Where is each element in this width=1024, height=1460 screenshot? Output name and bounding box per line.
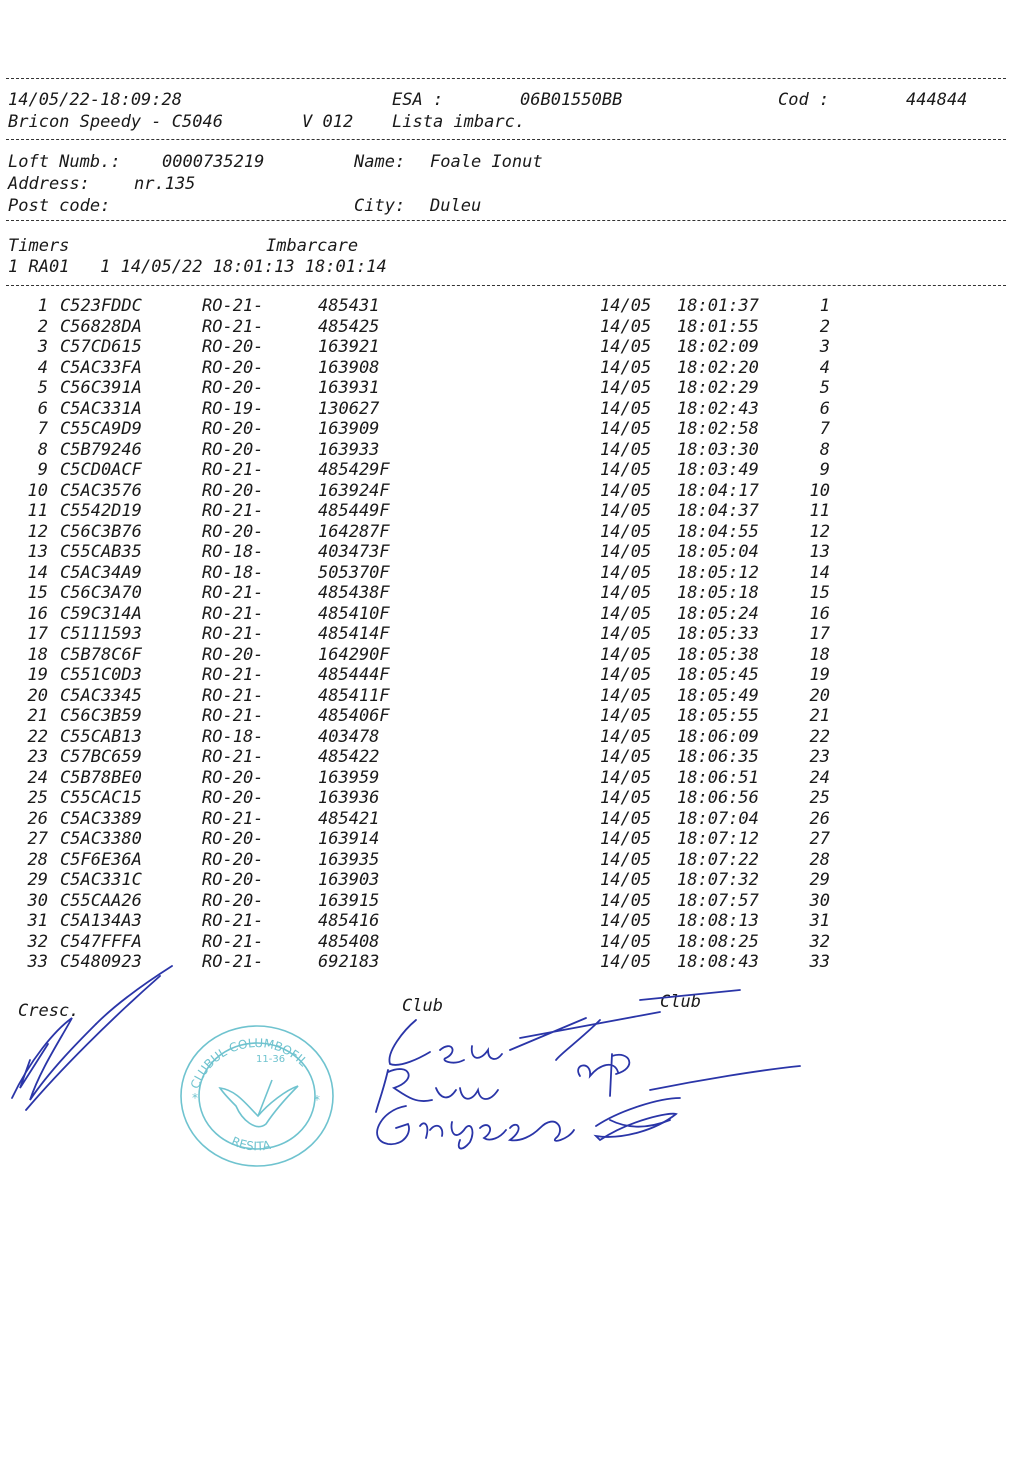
position: 23 [809, 747, 830, 767]
ring-number: 130627 [318, 398, 380, 419]
row-index: 26 [27, 808, 48, 829]
ring-code: C547FFFA [60, 931, 142, 952]
ring-prefix: RO-21- [202, 603, 264, 624]
table-row [0, 727, 1024, 748]
ring-code: C5480923 [60, 952, 142, 972]
ring-prefix: RO-20- [202, 419, 264, 439]
device-name: Bricon Speedy - C5046 [8, 112, 223, 132]
address-label: Address: [8, 174, 90, 194]
row-index: 30 [27, 890, 48, 911]
position: 19 [809, 665, 830, 685]
position: 22 [809, 726, 830, 747]
table-row [0, 399, 1024, 420]
ring-number: 164287F [318, 521, 390, 542]
ring-code: C5AC33FA [60, 357, 142, 378]
arrival-time: 18:05:04 [677, 542, 759, 562]
row-index: 2 [37, 316, 48, 337]
table-row [0, 440, 1024, 461]
arrival-time: 18:01:37 [677, 296, 759, 316]
row-index: 6 [37, 398, 48, 419]
position: 7 [819, 419, 830, 439]
arrival-time: 18:05:18 [677, 583, 759, 603]
position: 5 [819, 378, 830, 398]
position: 1 [819, 296, 830, 316]
table-row [0, 337, 1024, 358]
row-index: 8 [37, 439, 48, 460]
ring-code: C5B79246 [60, 439, 142, 460]
ring-prefix: RO-21- [202, 706, 264, 726]
arrival-time: 18:08:43 [677, 952, 759, 972]
ring-code: C523FDDC [60, 296, 142, 316]
ring-prefix: RO-18- [202, 726, 264, 747]
arrival-time: 18:08:25 [677, 931, 759, 952]
arrival-time: 18:05:12 [677, 562, 759, 583]
ring-code: C5AC3389 [60, 808, 142, 829]
position: 29 [809, 870, 830, 890]
ring-number: 485429F [318, 460, 390, 480]
table-row [0, 501, 1024, 522]
arrival-date: 14/05 [600, 316, 652, 337]
row-index: 25 [27, 788, 48, 808]
ring-code: C5111593 [60, 624, 142, 644]
ring-prefix: RO-21- [202, 583, 264, 603]
address-value: nr.135 [134, 174, 196, 194]
row-index: 32 [27, 931, 48, 952]
arrival-date: 14/05 [600, 460, 652, 480]
ring-prefix: RO-20- [202, 849, 264, 870]
ring-code: C57CD615 [60, 337, 142, 357]
row-index: 27 [27, 829, 48, 849]
ring-number: 485422 [318, 747, 380, 767]
timers-label: Timers [8, 236, 70, 256]
arrival-date: 14/05 [600, 870, 652, 890]
arrival-date: 14/05 [600, 419, 652, 439]
arrival-time: 18:06:35 [677, 747, 759, 767]
row-index: 12 [27, 521, 48, 542]
header-datetime: 14/05/22-18:09:28 [8, 90, 182, 110]
table-row [0, 460, 1024, 481]
arrival-date: 14/05 [600, 952, 652, 972]
arrival-date: 14/05 [600, 931, 652, 952]
ring-prefix: RO-21- [202, 685, 264, 706]
row-index: 22 [27, 726, 48, 747]
club-stamp [176, 1020, 338, 1170]
ring-number: 485411F [318, 685, 390, 706]
arrival-time: 18:07:22 [677, 849, 759, 870]
arrival-time: 18:04:37 [677, 501, 759, 521]
arrival-date: 14/05 [600, 829, 652, 849]
ring-code: C56828DA [60, 316, 142, 337]
ring-code: C5AC3345 [60, 685, 142, 706]
position: 26 [809, 808, 830, 829]
arrival-date: 14/05 [600, 685, 652, 706]
arrival-time: 18:02:58 [677, 419, 759, 439]
position: 14 [809, 562, 830, 583]
table-row [0, 870, 1024, 891]
ring-code: C59C314A [60, 603, 142, 624]
ring-number: 485421 [318, 808, 380, 829]
ring-number: 485449F [318, 501, 390, 521]
arrival-date: 14/05 [600, 562, 652, 583]
ring-number: 163909 [318, 419, 380, 439]
position: 18 [809, 644, 830, 665]
ring-number: 485406F [318, 706, 390, 726]
svg-text:RESITA: RESITA [229, 1134, 272, 1154]
arrival-date: 14/05 [600, 296, 652, 316]
row-index: 9 [37, 460, 48, 480]
arrival-time: 18:03:30 [677, 439, 759, 460]
ring-prefix: RO-21- [202, 316, 264, 337]
table-row [0, 542, 1024, 563]
ring-prefix: RO-21- [202, 624, 264, 644]
name-label: Name: [354, 152, 406, 172]
arrival-date: 14/05 [600, 726, 652, 747]
ring-prefix: RO-21- [202, 501, 264, 521]
ring-code: C56C3B76 [60, 521, 142, 542]
position: 32 [809, 931, 830, 952]
table-row [0, 911, 1024, 932]
arrival-date: 14/05 [600, 398, 652, 419]
arrival-time: 18:08:13 [677, 911, 759, 931]
ring-number: 485416 [318, 911, 380, 931]
position: 10 [809, 480, 830, 501]
table-row [0, 850, 1024, 871]
row-index: 17 [27, 624, 48, 644]
arrival-date: 14/05 [600, 521, 652, 542]
row-index: 10 [27, 480, 48, 501]
position: 6 [819, 398, 830, 419]
position: 27 [809, 829, 830, 849]
arrival-date: 14/05 [600, 624, 652, 644]
arrival-date: 14/05 [600, 788, 652, 808]
table-row [0, 624, 1024, 645]
ring-prefix: RO-21- [202, 665, 264, 685]
ring-code: C56C3B59 [60, 706, 142, 726]
ring-prefix: RO-20- [202, 357, 264, 378]
arrival-date: 14/05 [600, 501, 652, 521]
row-index: 13 [27, 542, 48, 562]
position: 2 [819, 316, 830, 337]
ring-code: C5A134A3 [60, 911, 142, 931]
arrival-date: 14/05 [600, 337, 652, 357]
ring-code: C5AC3576 [60, 480, 142, 501]
ring-prefix: RO-20- [202, 337, 264, 357]
position: 25 [809, 788, 830, 808]
arrival-time: 18:07:32 [677, 870, 759, 890]
ring-prefix: RO-20- [202, 378, 264, 398]
ring-code: C5AC331C [60, 870, 142, 890]
cod-value: 444844 [906, 90, 968, 110]
position: 11 [809, 501, 830, 521]
ring-number: 163931 [318, 378, 380, 398]
ring-number: 485425 [318, 316, 380, 337]
table-row [0, 706, 1024, 727]
svg-text:*: * [314, 1093, 320, 1107]
ring-number: 485444F [318, 665, 390, 685]
ring-prefix: RO-21- [202, 296, 264, 316]
row-index: 23 [27, 747, 48, 767]
ring-code: C5F6E36A [60, 849, 142, 870]
loft-value: 0000735219 [162, 152, 265, 172]
table-row [0, 788, 1024, 809]
ring-prefix: RO-20- [202, 890, 264, 911]
svg-text:CLUBUL COLUMBOFIL: CLUBUL COLUMBOFIL [187, 1036, 311, 1091]
ring-number: 163908 [318, 357, 380, 378]
ring-number: 163959 [318, 767, 380, 788]
table-row [0, 891, 1024, 912]
position: 33 [809, 952, 830, 972]
arrival-time: 18:05:55 [677, 706, 759, 726]
ring-number: 692183 [318, 952, 380, 972]
position: 8 [819, 439, 830, 460]
ring-number: 485410F [318, 603, 390, 624]
arrival-time: 18:02:09 [677, 337, 759, 357]
arrival-date: 14/05 [600, 603, 652, 624]
arrival-time: 18:07:04 [677, 808, 759, 829]
ring-code: C56C3A70 [60, 583, 142, 603]
ring-number: 163914 [318, 829, 380, 849]
row-index: 33 [27, 952, 48, 972]
ring-prefix: RO-18- [202, 542, 264, 562]
separator-line [6, 78, 1006, 79]
row-index: 14 [27, 562, 48, 583]
cod-label: Cod : [778, 90, 830, 110]
version: V 012 [302, 112, 354, 132]
row-index: 31 [27, 911, 48, 931]
row-index: 5 [37, 378, 48, 398]
ring-number: 403478 [318, 726, 380, 747]
ring-code: C5AC331A [60, 398, 142, 419]
ring-code: C5B78C6F [60, 644, 142, 665]
position: 30 [809, 890, 830, 911]
arrival-time: 18:05:49 [677, 685, 759, 706]
table-row [0, 522, 1024, 543]
arrival-time: 18:01:55 [677, 316, 759, 337]
row-index: 11 [27, 501, 48, 521]
arrival-time: 18:02:43 [677, 398, 759, 419]
position: 12 [809, 521, 830, 542]
arrival-time: 18:06:51 [677, 767, 759, 788]
table-row [0, 645, 1024, 666]
table-row [0, 747, 1024, 768]
ring-code: C5B78BE0 [60, 767, 142, 788]
arrival-time: 18:02:29 [677, 378, 759, 398]
ring-code: C55CAB35 [60, 542, 142, 562]
arrival-time: 18:03:49 [677, 460, 759, 480]
esa-value: 06B01550BB [520, 90, 623, 110]
row-index: 24 [27, 767, 48, 788]
ring-prefix: RO-20- [202, 767, 264, 788]
ring-prefix: RO-21- [202, 931, 264, 952]
ring-number: 163935 [318, 849, 380, 870]
arrival-date: 14/05 [600, 665, 652, 685]
ring-number: 485414F [318, 624, 390, 644]
position: 28 [809, 849, 830, 870]
ring-prefix: RO-20- [202, 480, 264, 501]
table-row [0, 419, 1024, 440]
ring-code: C5CD0ACF [60, 460, 142, 480]
ring-number: 485431 [318, 296, 380, 316]
arrival-date: 14/05 [600, 357, 652, 378]
ring-code: C56C391A [60, 378, 142, 398]
ring-prefix: RO-20- [202, 788, 264, 808]
ring-code: C5AC3380 [60, 829, 142, 849]
table-row [0, 358, 1024, 379]
ring-number: 485438F [318, 583, 390, 603]
row-index: 15 [27, 583, 48, 603]
postcode-label: Post code: [8, 196, 111, 216]
arrival-date: 14/05 [600, 911, 652, 931]
arrival-time: 18:05:45 [677, 665, 759, 685]
separator-line [6, 285, 1006, 286]
table-row [0, 481, 1024, 502]
arrival-time: 18:04:55 [677, 521, 759, 542]
imbarcare-label: Imbarcare [266, 236, 359, 256]
ring-number: 505370F [318, 562, 390, 583]
arrival-time: 18:05:24 [677, 603, 759, 624]
ring-prefix: RO-21- [202, 911, 264, 931]
position: 9 [819, 460, 830, 480]
position: 13 [809, 542, 830, 562]
ring-number: 403473F [318, 542, 390, 562]
arrival-date: 14/05 [600, 706, 652, 726]
table-row [0, 583, 1024, 604]
ring-number: 163915 [318, 890, 380, 911]
cresc-label: Cresc. [18, 1001, 80, 1021]
row-index: 4 [37, 357, 48, 378]
ring-number: 163903 [318, 870, 380, 890]
timer-line: 1 RA01 1 14/05/22 18:01:13 18:01:14 [8, 257, 387, 277]
arrival-date: 14/05 [600, 767, 652, 788]
loft-label: Loft Numb.: [8, 152, 121, 172]
arrival-time: 18:06:09 [677, 726, 759, 747]
ring-prefix: RO-20- [202, 829, 264, 849]
table-row [0, 317, 1024, 338]
table-row [0, 296, 1024, 317]
arrival-date: 14/05 [600, 849, 652, 870]
ring-number: 485408 [318, 931, 380, 952]
arrival-date: 14/05 [600, 808, 652, 829]
ring-code: C57BC659 [60, 747, 142, 767]
arrival-time: 18:05:33 [677, 624, 759, 644]
arrival-date: 14/05 [600, 583, 652, 603]
ring-prefix: RO-21- [202, 952, 264, 972]
ring-prefix: RO-21- [202, 747, 264, 767]
arrival-date: 14/05 [600, 480, 652, 501]
arrival-date: 14/05 [600, 439, 652, 460]
row-index: 1 [37, 296, 48, 316]
position: 3 [819, 337, 830, 357]
esa-label: ESA : [392, 90, 444, 110]
row-index: 28 [27, 849, 48, 870]
position: 24 [809, 767, 830, 788]
city-value: Duleu [430, 196, 482, 216]
separator-line [6, 139, 1006, 140]
separator-line [6, 220, 1006, 221]
arrival-time: 18:07:57 [677, 890, 759, 911]
table-row [0, 563, 1024, 584]
row-index: 3 [37, 337, 48, 357]
arrival-time: 18:06:56 [677, 788, 759, 808]
row-index: 16 [27, 603, 48, 624]
arrival-date: 14/05 [600, 542, 652, 562]
ring-prefix: RO-20- [202, 644, 264, 665]
arrival-date: 14/05 [600, 644, 652, 665]
ring-prefix: RO-21- [202, 460, 264, 480]
arrival-time: 18:04:17 [677, 480, 759, 501]
city-label: City: [354, 196, 406, 216]
list-title: Lista imbarc. [392, 112, 526, 132]
ring-number: 163933 [318, 439, 380, 460]
arrival-time: 18:05:38 [677, 644, 759, 665]
row-index: 20 [27, 685, 48, 706]
cresc-signature [0, 960, 180, 1120]
ring-code: C55CAC15 [60, 788, 142, 808]
ring-prefix: RO-20- [202, 521, 264, 542]
club-label-1: Club [402, 996, 443, 1016]
arrival-date: 14/05 [600, 747, 652, 767]
ring-prefix: RO-20- [202, 439, 264, 460]
pigeon-list [0, 296, 1024, 973]
table-row [0, 932, 1024, 953]
row-index: 19 [27, 665, 48, 685]
ring-prefix: RO-18- [202, 562, 264, 583]
row-index: 21 [27, 706, 48, 726]
ring-number: 164290F [318, 644, 390, 665]
ring-code: C5542D19 [60, 501, 142, 521]
table-row [0, 686, 1024, 707]
position: 20 [809, 685, 830, 706]
arrival-date: 14/05 [600, 378, 652, 398]
row-index: 18 [27, 644, 48, 665]
position: 16 [809, 603, 830, 624]
position: 31 [809, 911, 830, 931]
arrival-date: 14/05 [600, 890, 652, 911]
svg-text:11-36: 11-36 [256, 1054, 286, 1065]
ring-prefix: RO-19- [202, 398, 264, 419]
row-index: 7 [37, 419, 48, 439]
ring-prefix: RO-21- [202, 808, 264, 829]
ring-number: 163921 [318, 337, 380, 357]
position: 15 [809, 583, 830, 603]
ring-code: C55CAA26 [60, 890, 142, 911]
ring-prefix: RO-20- [202, 870, 264, 890]
ring-code: C551C0D3 [60, 665, 142, 685]
arrival-time: 18:07:12 [677, 829, 759, 849]
ring-number: 163936 [318, 788, 380, 808]
table-row [0, 378, 1024, 399]
table-row [0, 809, 1024, 830]
position: 17 [809, 624, 830, 644]
ring-code: C55CAB13 [60, 726, 142, 747]
table-row [0, 665, 1024, 686]
row-index: 29 [27, 870, 48, 890]
svg-text:*: * [192, 1091, 198, 1105]
arrival-time: 18:02:20 [677, 357, 759, 378]
table-row [0, 604, 1024, 625]
position: 4 [819, 357, 830, 378]
ring-number: 163924F [318, 480, 390, 501]
name-value: Foale Ionut [430, 152, 543, 172]
ring-code: C5AC34A9 [60, 562, 142, 583]
table-row [0, 768, 1024, 789]
club-signatures [360, 980, 820, 1160]
table-row [0, 829, 1024, 850]
position: 21 [809, 706, 830, 726]
ring-code: C55CA9D9 [60, 419, 142, 439]
club-label-2: Club [660, 992, 701, 1012]
